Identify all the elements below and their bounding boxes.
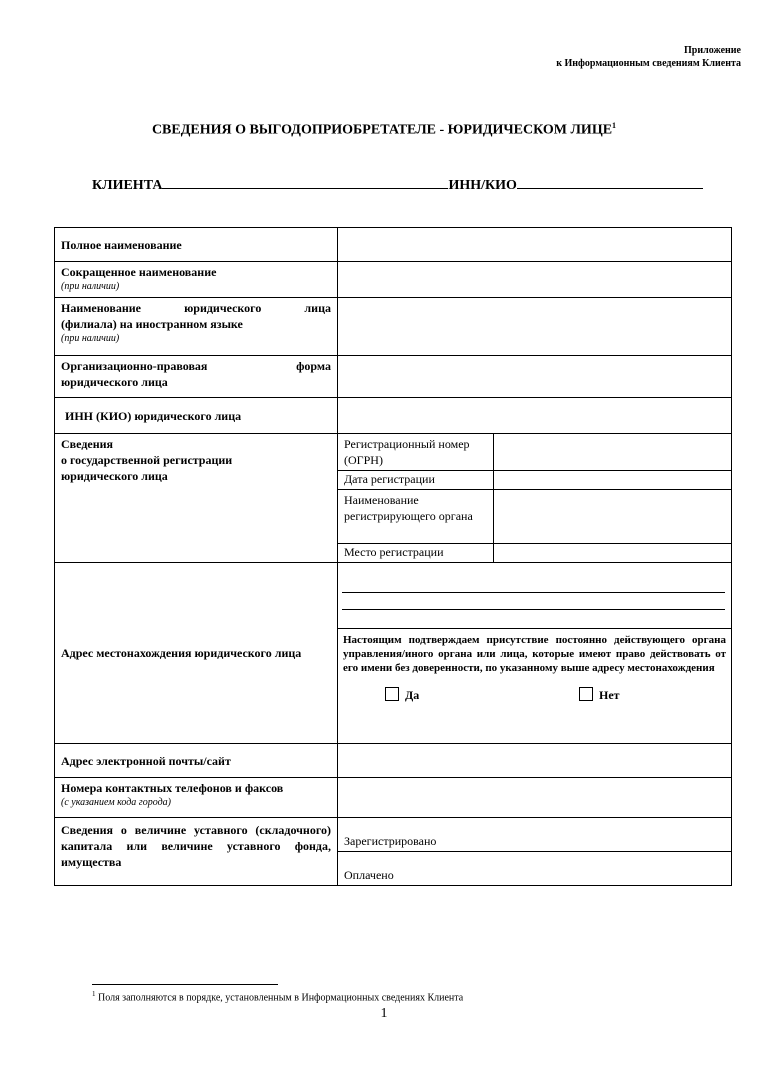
client-field[interactable] <box>162 174 448 189</box>
inn-field[interactable] <box>517 174 703 189</box>
address-write-line[interactable] <box>342 598 725 610</box>
address-field[interactable] <box>338 563 732 629</box>
title-footnote-ref: 1 <box>612 121 617 130</box>
confirm-options <box>343 687 726 703</box>
document-title <box>0 121 768 139</box>
registration-authority-field[interactable] <box>494 490 732 544</box>
foreign-name-note: (при наличии) <box>61 333 120 344</box>
table-row <box>55 228 732 262</box>
appendix-line: к Информационным сведениям Клиента <box>556 58 741 69</box>
phones-note: (с указанием кода города) <box>61 797 171 808</box>
table-row <box>55 778 732 818</box>
footnote <box>92 990 463 1003</box>
table-row <box>55 563 732 629</box>
inn-row-label: ИНН (КИО) юридического лица <box>55 398 338 434</box>
email-field[interactable] <box>338 744 732 778</box>
phones-field[interactable] <box>338 778 732 818</box>
address-write-line[interactable] <box>342 581 725 593</box>
no-checkbox[interactable] <box>579 687 593 701</box>
table-row <box>55 262 732 298</box>
short-name-label: Сокращенное наименование (при наличии) <box>55 262 338 298</box>
capital-paid-label: Оплачено <box>344 868 394 882</box>
beneficiary-form-table <box>54 227 732 886</box>
table-row <box>55 818 732 852</box>
option-yes[interactable] <box>385 687 419 703</box>
footnote-text: Поля заполняются в порядке, установленным в Информационных сведениях Клиента <box>98 992 464 1004</box>
capital-paid-field[interactable] <box>338 852 732 886</box>
foreign-name-field[interactable] <box>338 298 732 356</box>
registration-authority-label: Наименование регистрирующего органа <box>338 490 494 544</box>
full-name-label: Полное наименование <box>55 228 338 262</box>
capital-registered-field[interactable] <box>338 818 732 852</box>
appendix-header <box>556 44 741 70</box>
registration-date-field[interactable] <box>494 471 732 490</box>
yes-checkbox[interactable] <box>385 687 399 701</box>
yes-label: Да <box>405 688 420 702</box>
full-name-field[interactable] <box>338 228 732 262</box>
legal-form-label: Организационно-правовая форма юридического лица <box>55 356 338 398</box>
option-no[interactable] <box>579 687 620 703</box>
page-number: 1 <box>380 1006 388 1021</box>
inn-label: ИНН/КИО <box>448 178 517 193</box>
ogrn-label: Регистрационный номер (ОГРН) <box>338 434 494 471</box>
table-row <box>55 298 732 356</box>
table-row <box>55 356 732 398</box>
no-label: Нет <box>599 688 620 702</box>
table-row <box>55 744 732 778</box>
phones-label: Номера контактных телефонов и факсов (с указанием кода города) <box>55 778 338 818</box>
title-text: СВЕДЕНИЯ О ВЫГОДОПРИОБРЕТАТЕЛЕ - ЮРИДИЧЕСКОМ ЛИЦЕ <box>151 122 613 138</box>
table-row <box>55 434 732 471</box>
footnote-divider <box>92 984 278 985</box>
client-line <box>92 174 703 194</box>
table-row <box>55 398 732 434</box>
address-confirm-text: Настоящим подтверждаем присутствие постоянно действующего органа управления/иного органа или лица, которые имеют право действовать от его имени без доверенности, по указанному выше адресу местонахождения <box>343 634 726 674</box>
ogrn-field[interactable] <box>494 434 732 471</box>
registration-place-field[interactable] <box>494 544 732 563</box>
registration-date-label: Дата регистрации <box>338 471 494 490</box>
appendix-line: Приложение <box>684 45 741 56</box>
inn-row-field[interactable] <box>338 398 732 434</box>
foreign-name-label: Наименование юридического лица (филиала) на иностранном языке (при наличии) <box>55 298 338 356</box>
short-name-field[interactable] <box>338 262 732 298</box>
email-label: Адрес электронной почты/сайт <box>55 744 338 778</box>
address-confirm-cell <box>338 629 732 744</box>
capital-registered-label: Зарегистрировано <box>344 834 437 848</box>
legal-form-field[interactable] <box>338 356 732 398</box>
address-label: Адрес местонахождения юридического лица <box>55 563 338 744</box>
capital-label: Сведения о величине уставного (складочного) капитала или величине уставного фонда, имущества <box>55 818 338 886</box>
registration-label: Сведения о государственной регистрации юридического лица <box>55 434 338 563</box>
client-label: КЛИЕНТА <box>92 178 163 193</box>
registration-place-label: Место регистрации <box>338 544 494 563</box>
footnote-number: 1 <box>92 990 96 998</box>
short-name-note: (при наличии) <box>61 281 120 292</box>
